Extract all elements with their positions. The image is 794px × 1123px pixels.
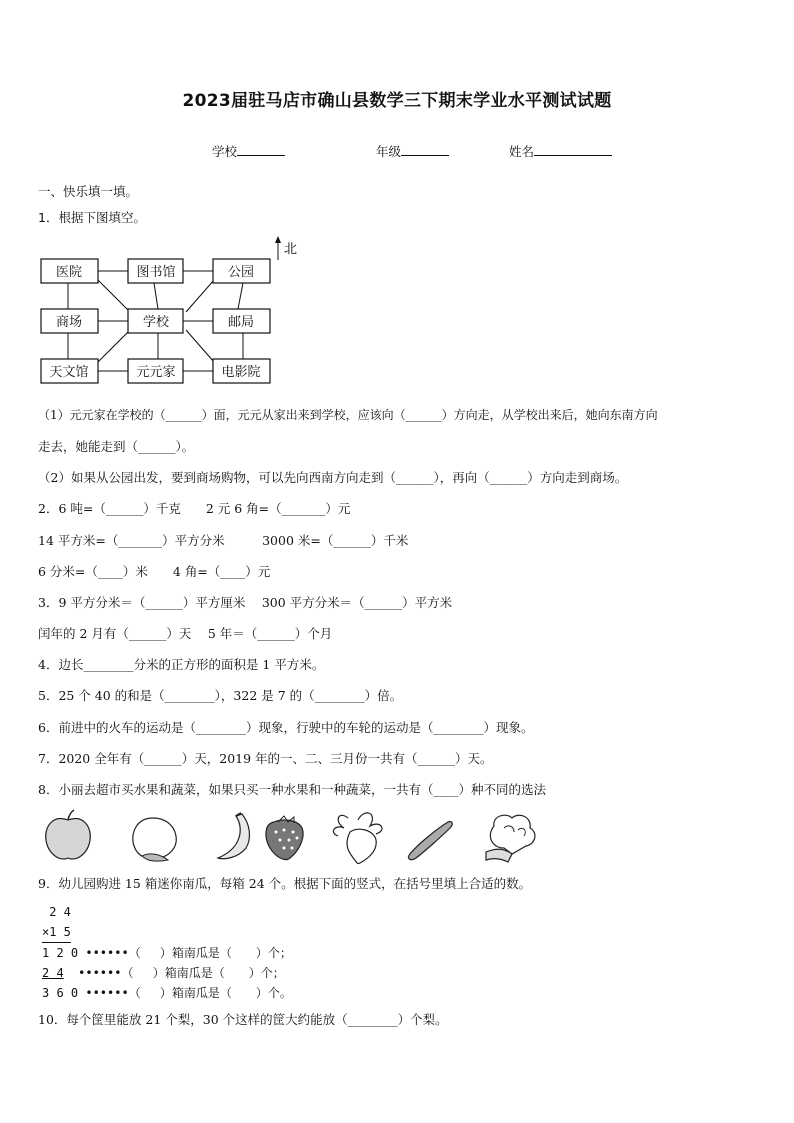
question-1-line-3: （2）如果从公园出发，要到商场购物，可以先向西南方向走到（______），再向（______）方向走到商场。 <box>38 470 628 485</box>
north-arrow-icon <box>275 236 281 243</box>
question-3-line-2: 闰年的 2 月有（______）天 5 年＝（______）个月 <box>38 626 333 641</box>
question-4: 4．边长________分米的正方形的面积是 1 平方米。 <box>38 657 325 672</box>
vertical-calculation <box>42 902 292 1003</box>
grade-blank <box>401 143 449 156</box>
school-blank <box>237 143 285 156</box>
name-blank <box>534 143 612 156</box>
map-label-hospital: 医院 <box>55 265 83 280</box>
calc-row-multiplier: ×1 5 <box>42 922 71 943</box>
question-8-stem: 8．小丽去超市买水果和蔬菜，如果只买一种水果和一种蔬菜，一共有（____）种不同的选法 <box>38 782 546 797</box>
question-2-line-3: 6 分米=（____）米 4 角=（____）元 <box>38 564 271 579</box>
calc-row-multiplicand: 2 4 <box>42 905 71 919</box>
map-label-school: 学校 <box>142 315 170 330</box>
calc-row-product: 3 6 0 ••••••（ ）箱南瓜是（ ）个。 <box>42 986 292 1000</box>
question-2-line-1: 2．6 吨=（______）千克 2 元 6 角=（_______）元 <box>38 501 351 516</box>
school-field <box>212 142 285 160</box>
north-label: 北 <box>284 242 298 257</box>
calc-row-partial-1: 1 2 0 ••••••（ ）箱南瓜是（ ）个； <box>42 946 292 960</box>
map-label-cinema: 电影院 <box>221 365 261 380</box>
question-1-stem: 1．根据下图填空。 <box>38 210 146 225</box>
question-6: 6．前进中的火车的运动是（________）现象，行驶中的车轮的运动是（________）现象。 <box>38 720 534 735</box>
question-2-line-2: 14 平方米=（_______）平方分米 3000 米=（______）千米 <box>38 533 409 548</box>
map-label-yuanyuan-home: 元元家 <box>136 365 176 380</box>
cucumber-icon <box>408 821 452 859</box>
question-5: 5．25 个 40 的和是（________），322 是 7 的（________）倍。 <box>38 688 403 703</box>
question-9-stem: 9．幼儿园购进 15 箱迷你南瓜，每箱 24 个。根据下面的竖式，在括号里填上合适的数。 <box>38 876 532 891</box>
radish-icon <box>333 813 382 864</box>
cauliflower-icon <box>486 815 535 862</box>
peach-icon <box>133 818 176 861</box>
section-heading: 一、快乐填一填。 <box>38 184 139 199</box>
grade-label: 年级 <box>376 144 402 159</box>
school-label: 学校 <box>212 144 238 159</box>
name-label: 姓名 <box>509 144 535 159</box>
map-label-park: 公园 <box>227 265 255 280</box>
name-field <box>509 142 612 160</box>
question-3-line-1: 3．9 平方分米＝（______）平方厘米 300 平方分米＝（______）平方米 <box>38 595 453 610</box>
map-label-planetarium: 天文馆 <box>49 365 89 380</box>
calc-row-partial-2 <box>42 963 292 983</box>
question-1-line-1: （1）元元家在学校的（______）面，元元从家出来到学校，应该向（______）方向走，从学校出来后，她向东南方向 <box>38 408 658 422</box>
location-map <box>38 236 318 388</box>
map-label-library: 图书馆 <box>136 265 176 280</box>
map-label-mall: 商场 <box>55 315 83 330</box>
calc-row-partial-2-text: ••••••（ ）箱南瓜是（ ）个； <box>63 966 285 980</box>
grade-field <box>376 142 449 160</box>
strawberry-icon <box>266 816 303 860</box>
map-label-post-office: 邮局 <box>227 315 255 330</box>
apple-icon <box>46 810 91 859</box>
question-10: 10．每个筐里能放 21 个梨，30 个这样的筐大约能放（________）个梨。 <box>38 1012 448 1027</box>
banana-icon <box>218 813 249 859</box>
question-1-line-2: 走去，她能走到（______）。 <box>38 439 195 454</box>
produce-row <box>38 808 558 864</box>
question-7: 7．2020 全年有（______）天，2019 年的一、二、三月份一共有（______）天。 <box>38 751 493 766</box>
calc-row-partial-2-number: 2 4 <box>42 966 64 980</box>
page-title: 2023届驻马店市确山县数学三下期末学业水平测试试题 <box>182 91 612 111</box>
